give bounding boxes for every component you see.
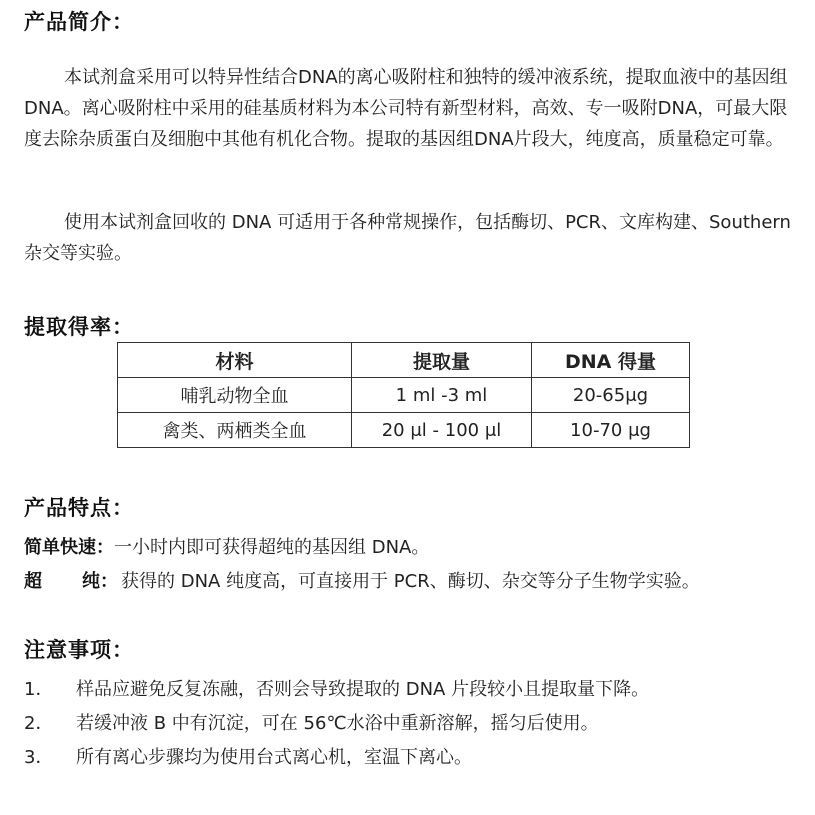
table-row bbox=[118, 413, 690, 448]
intro-paragraph-2-text: 使用本试剂盒回收的 DNA 可适用于各种常规操作，包括酶切、PCR、文库构建、Southern 杂交等实验。 bbox=[24, 212, 791, 264]
feature-item-pure bbox=[24, 567, 700, 593]
yield-table-header-row bbox=[118, 343, 690, 378]
intro-paragraph-1 bbox=[24, 62, 794, 155]
note-number: 3． bbox=[24, 747, 54, 768]
table-cell-volume: 1 ml -3 ml bbox=[352, 378, 532, 413]
intro-paragraph-1-text: 本试剂盒采用可以特异性结合DNA的离心吸附柱和独特的缓冲液系统，提取血液中的基因组DNA。离心吸附柱中采用的硅基质材料为本公司特有新型材料，高效、专一吸附DNA，可最大限度去除杂质蛋白及细胞中其他有机化合物。提取的基因组DNA片段大，纯度高，质量稳定可靠。 bbox=[24, 67, 788, 150]
feature-label-pure bbox=[24, 567, 121, 593]
feature-label-fast: 简单快速： bbox=[24, 537, 114, 558]
list-item bbox=[24, 675, 649, 701]
header-material: 材料 bbox=[118, 343, 352, 378]
features-heading: 产品特点： bbox=[24, 496, 134, 520]
table-cell-material: 禽类、两栖类全血 bbox=[118, 413, 352, 448]
yield-table bbox=[117, 342, 690, 448]
note-number: 2． bbox=[24, 713, 54, 734]
list-item bbox=[24, 709, 599, 735]
table-cell-yield: 10-70 μg bbox=[532, 413, 690, 448]
note-text: 所有离心步骤均为使用台式离心机，室温下离心。 bbox=[76, 747, 472, 768]
feature-text-pure: 获得的 DNA 纯度高，可直接用于 PCR、酶切、杂交等分子生物学实验。 bbox=[121, 571, 700, 592]
feature-label-pure-b: 纯： bbox=[82, 571, 118, 592]
notes-heading: 注意事项： bbox=[24, 638, 134, 662]
table-cell-yield: 20-65μg bbox=[532, 378, 690, 413]
list-item bbox=[24, 743, 472, 769]
note-text: 若缓冲液 B 中有沉淀，可在 56℃水浴中重新溶解，摇匀后使用。 bbox=[76, 713, 599, 734]
table-cell-volume: 20 μl - 100 μl bbox=[352, 413, 532, 448]
table-cell-material: 哺乳动物全血 bbox=[118, 378, 352, 413]
header-dna-yield: DNA 得量 bbox=[532, 343, 690, 378]
note-text: 样品应避免反复冻融，否则会导致提取的 DNA 片段较小且提取量下降。 bbox=[76, 679, 650, 700]
intro-paragraph-2 bbox=[24, 207, 794, 269]
feature-text-fast: 一小时内即可获得超纯的基因组 DNA。 bbox=[114, 537, 430, 558]
note-number: 1． bbox=[24, 679, 54, 700]
intro-heading: 产品简介： bbox=[24, 10, 134, 34]
feature-item-fast bbox=[24, 533, 429, 559]
yield-heading: 提取得率： bbox=[24, 315, 134, 339]
table-row bbox=[118, 378, 690, 413]
feature-label-pure-a: 超 bbox=[24, 571, 42, 592]
header-extract-volume: 提取量 bbox=[352, 343, 532, 378]
